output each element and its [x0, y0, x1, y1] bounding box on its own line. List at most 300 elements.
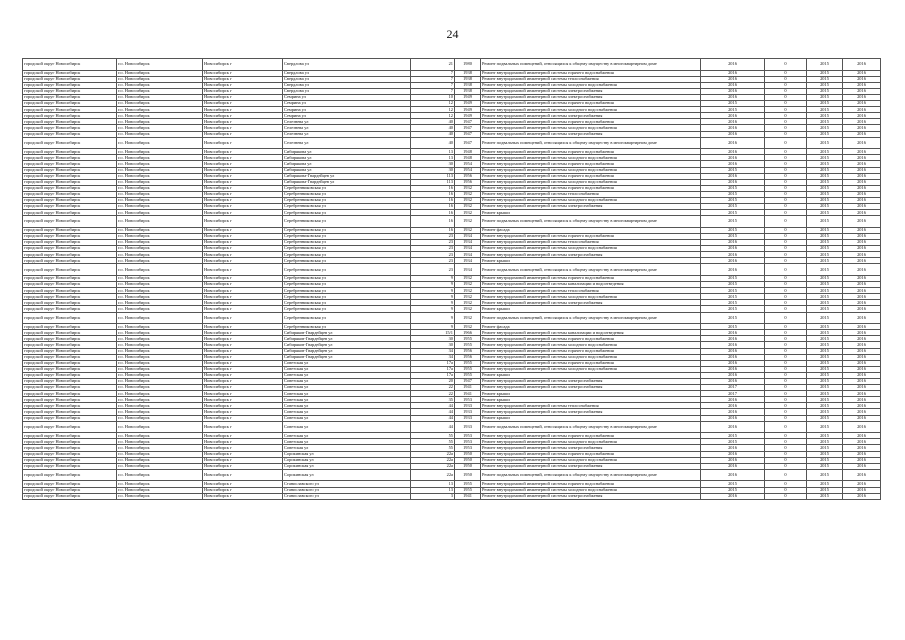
- cell-year: 1953: [455, 445, 481, 451]
- cell-year: 1953: [455, 397, 481, 403]
- cell-start: 2016: [701, 360, 765, 366]
- cell-from: 2015: [807, 119, 843, 125]
- cell-house: 16: [411, 191, 455, 197]
- cell-cost: 0: [765, 167, 807, 173]
- cell-from: 2015: [807, 336, 843, 342]
- cell-locality: Новосибирск г: [203, 161, 283, 167]
- cell-cost: 0: [765, 191, 807, 197]
- cell-house: 7: [411, 82, 455, 88]
- cell-work: Ремонт внутридомовой инженерной системы горячего водоснабжения: [481, 173, 701, 179]
- cell-to: 2016: [843, 197, 881, 203]
- cell-from: 2015: [807, 101, 843, 107]
- cell-street: Советская ул: [283, 366, 411, 372]
- cell-locality: Новосибирск г: [203, 445, 283, 451]
- cell-year: 1948: [455, 149, 481, 155]
- cell-year: 1932: [455, 276, 481, 282]
- cell-locality: Новосибирск г: [203, 288, 283, 294]
- cell-start: 2015: [701, 276, 765, 282]
- cell-start: 2015: [701, 107, 765, 113]
- cell-locality: Новосибирск г: [203, 107, 283, 113]
- cell-street: Советская ул: [283, 439, 411, 445]
- cell-cost: 0: [765, 379, 807, 385]
- cell-from: 2015: [807, 342, 843, 348]
- cell-start: 2016: [701, 493, 765, 499]
- cell-cost: 0: [765, 493, 807, 499]
- cell-district: городской округ Новосибирск: [23, 107, 117, 113]
- cell-to: 2016: [843, 493, 881, 499]
- cell-house: 55: [411, 445, 455, 451]
- cell-settlement: г.о. Новосибирск: [117, 451, 203, 457]
- cell-from: 2015: [807, 179, 843, 185]
- cell-settlement: г.о. Новосибирск: [117, 167, 203, 173]
- cell-settlement: г.о. Новосибирск: [117, 379, 203, 385]
- cell-year: 1941: [455, 493, 481, 499]
- cell-start: 2016: [701, 131, 765, 137]
- cell-street: Сибиряков-Гвардейцев ул: [283, 336, 411, 342]
- cell-house: 16: [411, 216, 455, 228]
- cell-locality: Новосибирск г: [203, 439, 283, 445]
- cell-street: Селезнева ул: [283, 131, 411, 137]
- cell-start: 2016: [701, 82, 765, 88]
- cell-settlement: г.о. Новосибирск: [117, 216, 203, 228]
- cell-cost: 0: [765, 149, 807, 155]
- cell-cost: 0: [765, 197, 807, 203]
- cell-from: 2015: [807, 252, 843, 258]
- cell-house: 40: [411, 119, 455, 125]
- cell-house: 9: [411, 312, 455, 324]
- cell-to: 2016: [843, 113, 881, 119]
- cell-locality: Новосибирск г: [203, 101, 283, 107]
- cell-locality: Новосибирск г: [203, 421, 283, 433]
- cell-cost: 0: [765, 101, 807, 107]
- cell-street: Серебренниковская ул: [283, 210, 411, 216]
- cell-start: 2016: [701, 348, 765, 354]
- cell-from: 2015: [807, 197, 843, 203]
- cell-cost: 0: [765, 258, 807, 264]
- cell-district: городской округ Новосибирск: [23, 397, 117, 403]
- cell-settlement: г.о. Новосибирск: [117, 107, 203, 113]
- cell-settlement: г.о. Новосибирск: [117, 204, 203, 210]
- cell-settlement: г.о. Новосибирск: [117, 125, 203, 131]
- cell-house: 23: [411, 264, 455, 276]
- cell-house: 44: [411, 415, 455, 421]
- cell-locality: Новосибирск г: [203, 276, 283, 282]
- cell-settlement: г.о. Новосибирск: [117, 227, 203, 233]
- cell-start: 2016: [701, 88, 765, 94]
- cell-start: 2016: [701, 421, 765, 433]
- cell-cost: 0: [765, 173, 807, 179]
- cell-from: 2015: [807, 457, 843, 463]
- cell-cost: 0: [765, 119, 807, 125]
- cell-district: городской округ Новосибирск: [23, 173, 117, 179]
- cell-district: городской округ Новосибирск: [23, 185, 117, 191]
- cell-start: 2016: [701, 173, 765, 179]
- cell-cost: 0: [765, 240, 807, 246]
- cell-locality: Новосибирск г: [203, 481, 283, 487]
- cell-district: городской округ Новосибирск: [23, 210, 117, 216]
- cell-from: 2015: [807, 258, 843, 264]
- cell-street: Советская ул: [283, 409, 411, 415]
- cell-locality: Новосибирск г: [203, 191, 283, 197]
- cell-locality: Новосибирск г: [203, 252, 283, 258]
- cell-street: Советская ул: [283, 372, 411, 378]
- cell-year: 1954: [455, 161, 481, 167]
- cell-street: Семрина ул: [283, 113, 411, 119]
- cell-start: 2016: [701, 94, 765, 100]
- cell-year: 1932: [455, 185, 481, 191]
- cell-district: городской округ Новосибирск: [23, 113, 117, 119]
- cell-house: 7: [411, 70, 455, 76]
- cell-settlement: г.о. Новосибирск: [117, 276, 203, 282]
- cell-from: 2015: [807, 210, 843, 216]
- cell-start: 2015: [701, 288, 765, 294]
- cell-cost: 0: [765, 204, 807, 210]
- cell-house: 40: [411, 125, 455, 131]
- cell-settlement: г.о. Новосибирск: [117, 155, 203, 161]
- cell-from: 2015: [807, 439, 843, 445]
- cell-work: Ремонт внутридомовой инженерной системы холодного водоснабжения: [481, 197, 701, 203]
- cell-from: 2015: [807, 391, 843, 397]
- cell-house: 40: [411, 131, 455, 137]
- cell-from: 2015: [807, 155, 843, 161]
- cell-year: 1938: [455, 88, 481, 94]
- cell-from: 2015: [807, 264, 843, 276]
- cell-to: 2016: [843, 487, 881, 493]
- cell-from: 2015: [807, 240, 843, 246]
- cell-district: городской округ Новосибирск: [23, 312, 117, 324]
- cell-cost: 0: [765, 451, 807, 457]
- cell-work: Ремонт внутридомовой инженерной системы горячего водоснабжения: [481, 161, 701, 167]
- cell-settlement: г.о. Новосибирск: [117, 191, 203, 197]
- cell-to: 2016: [843, 179, 881, 185]
- cell-to: 2016: [843, 330, 881, 336]
- cell-locality: Новосибирск г: [203, 137, 283, 149]
- cell-house: 13: [411, 149, 455, 155]
- cell-district: городской округ Новосибирск: [23, 82, 117, 88]
- cell-cost: 0: [765, 372, 807, 378]
- cell-year: 1934: [455, 246, 481, 252]
- cell-start: 2016: [701, 258, 765, 264]
- cell-year: 1934: [455, 233, 481, 239]
- cell-settlement: г.о. Новосибирск: [117, 161, 203, 167]
- cell-from: 2015: [807, 233, 843, 239]
- cell-street: Серебренниковская ул: [283, 246, 411, 252]
- cell-work: Ремонт внутридомовой инженерной системы горячего водоснабжения: [481, 101, 701, 107]
- cell-settlement: г.о. Новосибирск: [117, 300, 203, 306]
- table-row: [23, 493, 881, 499]
- cell-start: 2015: [701, 227, 765, 233]
- cell-year: 1932: [455, 204, 481, 210]
- cell-start: 2016: [701, 119, 765, 125]
- cell-from: 2015: [807, 137, 843, 149]
- cell-cost: 0: [765, 113, 807, 119]
- cell-cost: 0: [765, 246, 807, 252]
- cell-cost: 0: [765, 59, 807, 71]
- cell-district: городской округ Новосибирск: [23, 288, 117, 294]
- cell-district: городской округ Новосибирск: [23, 227, 117, 233]
- cell-year: 1947: [455, 131, 481, 137]
- cell-cost: 0: [765, 179, 807, 185]
- cell-work: Ремонт внутридомовой инженерной системы электроснабжения: [481, 94, 701, 100]
- cell-from: 2015: [807, 227, 843, 233]
- cell-settlement: г.о. Новосибирск: [117, 481, 203, 487]
- cell-from: 2015: [807, 191, 843, 197]
- cell-from: 2015: [807, 360, 843, 366]
- cell-locality: Новосибирск г: [203, 360, 283, 366]
- table-row: [23, 312, 881, 324]
- cell-to: 2016: [843, 397, 881, 403]
- cell-settlement: г.о. Новосибирск: [117, 433, 203, 439]
- cell-work: Ремонт внутридомовой инженерной системы электроснабжения: [481, 88, 701, 94]
- table-row: [23, 264, 881, 276]
- cell-house: 23: [411, 252, 455, 258]
- cell-start: 2015: [701, 197, 765, 203]
- cell-house: 9: [411, 288, 455, 294]
- cell-year: 1953: [455, 433, 481, 439]
- cell-work: Ремонт внутридомовой инженерной системы электроснабжения: [481, 131, 701, 137]
- cell-settlement: г.о. Новосибирск: [117, 137, 203, 149]
- cell-work: Ремонт внутридомовой инженерной системы холодного водоснабжения: [481, 107, 701, 113]
- cell-settlement: г.о. Новосибирск: [117, 76, 203, 82]
- cell-street: Станиславского ул: [283, 487, 411, 493]
- cell-street: Свердлова ул: [283, 82, 411, 88]
- cell-from: 2015: [807, 415, 843, 421]
- cell-house: 34: [411, 354, 455, 360]
- cell-year: 1934: [455, 252, 481, 258]
- cell-cost: 0: [765, 233, 807, 239]
- cell-work: Ремонт внутридомовой инженерной системы электроснабжения: [481, 445, 701, 451]
- cell-from: 2015: [807, 493, 843, 499]
- cell-start: 2015: [701, 167, 765, 173]
- cell-cost: 0: [765, 366, 807, 372]
- cell-from: 2015: [807, 94, 843, 100]
- cell-year: 1932: [455, 216, 481, 228]
- cell-district: городской округ Новосибирск: [23, 433, 117, 439]
- cell-district: городской округ Новосибирск: [23, 155, 117, 161]
- cell-to: 2016: [843, 125, 881, 131]
- cell-start: 2015: [701, 185, 765, 191]
- capital-repair-register-table: [22, 58, 881, 500]
- cell-to: 2016: [843, 445, 881, 451]
- cell-locality: Новосибирск г: [203, 336, 283, 342]
- cell-locality: Новосибирск г: [203, 258, 283, 264]
- cell-street: Советская ул: [283, 379, 411, 385]
- cell-house: 15/1: [411, 330, 455, 336]
- cell-work: Ремонт подвальных помещений, относящихся к общему имуществу в многоквартирном доме: [481, 469, 701, 481]
- cell-start: 2016: [701, 415, 765, 421]
- cell-to: 2016: [843, 372, 881, 378]
- cell-to: 2016: [843, 101, 881, 107]
- cell-cost: 0: [765, 276, 807, 282]
- cell-cost: 0: [765, 210, 807, 216]
- cell-district: городской округ Новосибирск: [23, 294, 117, 300]
- cell-house: 17а: [411, 360, 455, 366]
- cell-district: городской округ Новосибирск: [23, 379, 117, 385]
- cell-year: 1932: [455, 324, 481, 330]
- cell-cost: 0: [765, 264, 807, 276]
- cell-cost: 0: [765, 391, 807, 397]
- cell-locality: Новосибирск г: [203, 433, 283, 439]
- cell-settlement: г.о. Новосибирск: [117, 366, 203, 372]
- cell-work: Ремонт внутридомовой инженерной системы горячего водоснабжения: [481, 185, 701, 191]
- cell-work: Ремонт внутридомовой инженерной системы горячего водоснабжения: [481, 360, 701, 366]
- cell-cost: 0: [765, 288, 807, 294]
- cell-start: 2015: [701, 101, 765, 107]
- cell-house: 113: [411, 179, 455, 185]
- cell-start: 2015: [701, 481, 765, 487]
- cell-work: Ремонт внутридомовой инженерной системы холодного водоснабжения: [481, 167, 701, 173]
- cell-locality: Новосибирск г: [203, 204, 283, 210]
- cell-settlement: г.о. Новосибирск: [117, 258, 203, 264]
- cell-from: 2015: [807, 88, 843, 94]
- cell-district: городской округ Новосибирск: [23, 264, 117, 276]
- cell-street: Свердлова ул: [283, 59, 411, 71]
- cell-from: 2015: [807, 330, 843, 336]
- cell-start: 2016: [701, 137, 765, 149]
- cell-work: Ремонт внутридомовой инженерной системы электроснабжения: [481, 204, 701, 210]
- cell-settlement: г.о. Новосибирск: [117, 294, 203, 300]
- cell-locality: Новосибирск г: [203, 493, 283, 499]
- cell-to: 2016: [843, 379, 881, 385]
- cell-locality: Новосибирск г: [203, 264, 283, 276]
- cell-cost: 0: [765, 107, 807, 113]
- cell-locality: Новосибирск г: [203, 70, 283, 76]
- cell-district: городской округ Новосибирск: [23, 167, 117, 173]
- cell-start: 2015: [701, 324, 765, 330]
- cell-from: 2015: [807, 348, 843, 354]
- cell-house: 16: [411, 197, 455, 203]
- cell-locality: Новосибирск г: [203, 119, 283, 125]
- cell-cost: 0: [765, 403, 807, 409]
- cell-house: 9: [411, 300, 455, 306]
- cell-cost: 0: [765, 385, 807, 391]
- cell-year: 1933: [455, 403, 481, 409]
- cell-to: 2016: [843, 342, 881, 348]
- cell-house: 16: [411, 210, 455, 216]
- cell-house: 30: [411, 342, 455, 348]
- cell-work: Ремонт внутридомовой инженерной системы теплоснабжения: [481, 403, 701, 409]
- cell-year: 1949: [455, 94, 481, 100]
- cell-locality: Новосибирск г: [203, 88, 283, 94]
- cell-work: Ремонт фасада: [481, 227, 701, 233]
- cell-year: 1955: [455, 487, 481, 493]
- cell-start: 2016: [701, 264, 765, 276]
- cell-street: Советская ул: [283, 403, 411, 409]
- cell-house: 16: [411, 227, 455, 233]
- cell-district: городской округ Новосибирск: [23, 469, 117, 481]
- cell-start: 2016: [701, 70, 765, 76]
- cell-locality: Новосибирск г: [203, 409, 283, 415]
- cell-locality: Новосибирск г: [203, 59, 283, 71]
- cell-cost: 0: [765, 354, 807, 360]
- cell-year: 1950: [455, 457, 481, 463]
- cell-from: 2015: [807, 131, 843, 137]
- cell-district: городской округ Новосибирск: [23, 445, 117, 451]
- cell-from: 2015: [807, 403, 843, 409]
- cell-start: 2015: [701, 300, 765, 306]
- cell-street: Серебренниковская ул: [283, 216, 411, 228]
- cell-district: городской округ Новосибирск: [23, 149, 117, 155]
- cell-to: 2016: [843, 403, 881, 409]
- cell-house: 22а: [411, 469, 455, 481]
- cell-to: 2016: [843, 306, 881, 312]
- cell-start: 2015: [701, 487, 765, 493]
- cell-locality: Новосибирск г: [203, 391, 283, 397]
- cell-work: Ремонт внутридомовой инженерной системы теплоснабжения: [481, 288, 701, 294]
- cell-to: 2016: [843, 264, 881, 276]
- cell-from: 2015: [807, 421, 843, 433]
- cell-locality: Новосибирск г: [203, 372, 283, 378]
- cell-district: городской округ Новосибирск: [23, 451, 117, 457]
- cell-house: 40: [411, 137, 455, 149]
- cell-district: городской округ Новосибирск: [23, 240, 117, 246]
- cell-house: 13: [411, 481, 455, 487]
- cell-cost: 0: [765, 481, 807, 487]
- cell-street: Серебренниковская ул: [283, 306, 411, 312]
- cell-work: Ремонт внутридомовой инженерной системы горячего водоснабжения: [481, 348, 701, 354]
- cell-street: Семрина ул: [283, 101, 411, 107]
- cell-start: 2015: [701, 294, 765, 300]
- cell-cost: 0: [765, 457, 807, 463]
- cell-cost: 0: [765, 324, 807, 330]
- cell-settlement: г.о. Новосибирск: [117, 185, 203, 191]
- cell-work: Ремонт внутридомовой инженерной системы холодного водоснабжения: [481, 155, 701, 161]
- cell-work: Ремонт фасада: [481, 324, 701, 330]
- cell-to: 2016: [843, 155, 881, 161]
- cell-work: Ремонт внутридомовой инженерной системы холодного водоснабжения: [481, 179, 701, 185]
- cell-district: городской округ Новосибирск: [23, 101, 117, 107]
- cell-settlement: г.о. Новосибирск: [117, 288, 203, 294]
- cell-start: 2016: [701, 403, 765, 409]
- cell-locality: Новосибирск г: [203, 294, 283, 300]
- cell-settlement: г.о. Новосибирск: [117, 233, 203, 239]
- cell-start: 2016: [701, 240, 765, 246]
- cell-district: городской округ Новосибирск: [23, 330, 117, 336]
- cell-street: Серебренниковская ул: [283, 185, 411, 191]
- cell-year: 1932: [455, 306, 481, 312]
- cell-locality: Новосибирск г: [203, 324, 283, 330]
- cell-house: 9: [411, 306, 455, 312]
- cell-locality: Новосибирск г: [203, 348, 283, 354]
- cell-cost: 0: [765, 76, 807, 82]
- cell-district: городской округ Новосибирск: [23, 197, 117, 203]
- cell-settlement: г.о. Новосибирск: [117, 397, 203, 403]
- cell-to: 2016: [843, 167, 881, 173]
- cell-district: городской округ Новосибирск: [23, 336, 117, 342]
- cell-locality: Новосибирск г: [203, 306, 283, 312]
- cell-locality: Новосибирск г: [203, 210, 283, 216]
- cell-year: 1955: [455, 481, 481, 487]
- cell-to: 2016: [843, 173, 881, 179]
- cell-cost: 0: [765, 409, 807, 415]
- cell-district: городской округ Новосибирск: [23, 372, 117, 378]
- table-row: [23, 469, 881, 481]
- cell-work: Ремонт внутридомовой инженерной системы холодного водоснабжения: [481, 439, 701, 445]
- cell-street: Сибирякова-Гвардейцев ул: [283, 179, 411, 185]
- cell-house: 9: [411, 324, 455, 330]
- cell-from: 2015: [807, 312, 843, 324]
- cell-district: городской округ Новосибирск: [23, 463, 117, 469]
- cell-to: 2016: [843, 240, 881, 246]
- cell-district: городской округ Новосибирск: [23, 415, 117, 421]
- cell-cost: 0: [765, 421, 807, 433]
- cell-settlement: г.о. Новосибирск: [117, 354, 203, 360]
- cell-year: 1941: [455, 391, 481, 397]
- cell-to: 2016: [843, 210, 881, 216]
- cell-street: Свердлова ул: [283, 76, 411, 82]
- cell-year: 1947: [455, 137, 481, 149]
- cell-district: городской округ Новосибирск: [23, 481, 117, 487]
